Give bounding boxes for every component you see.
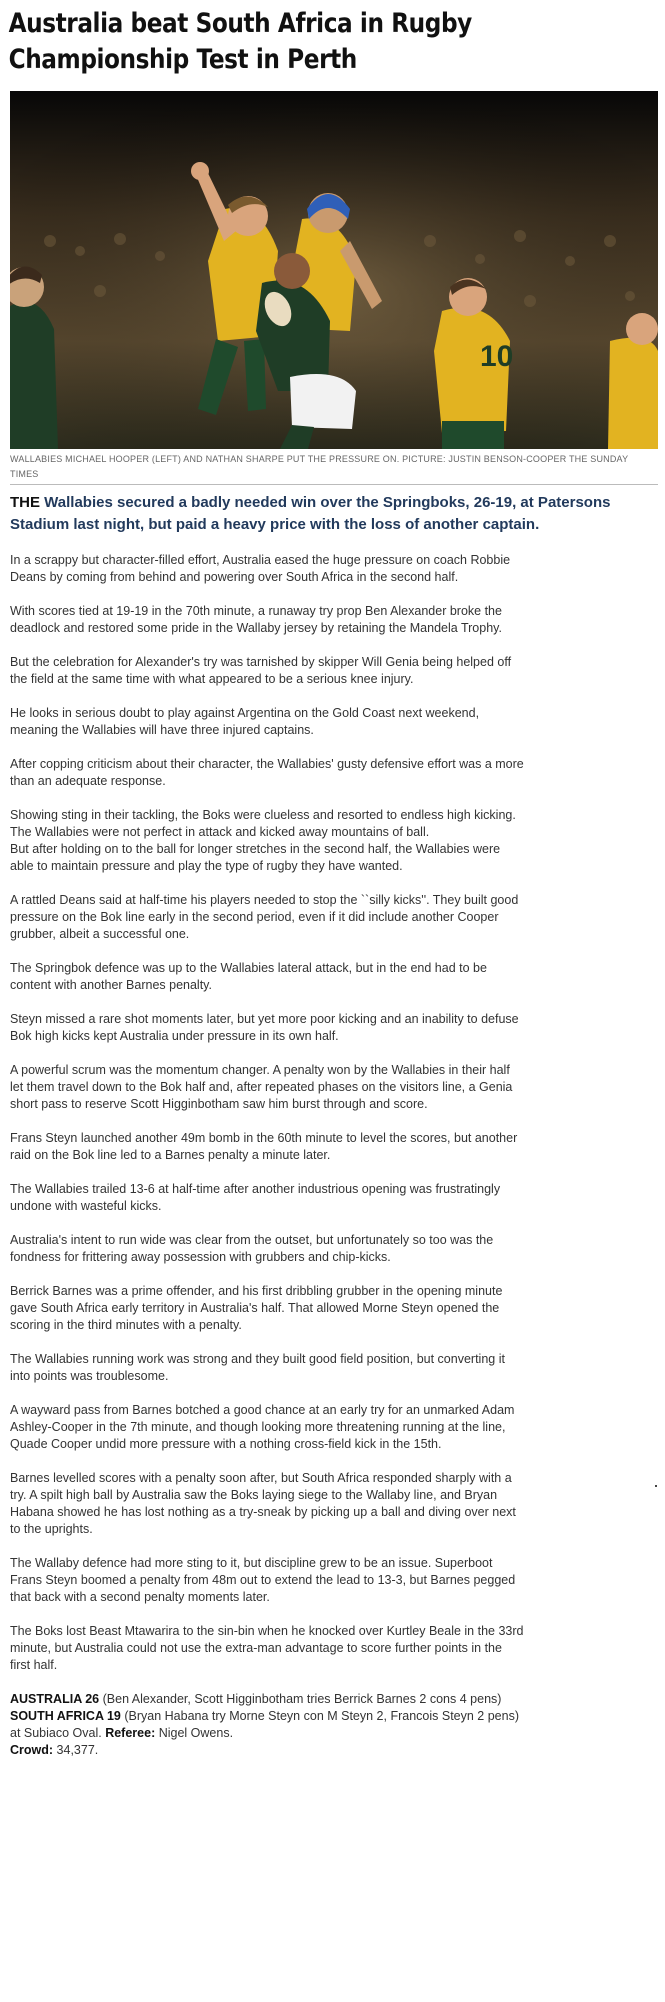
paragraph: Australia's intent to run wide was clear from the outset, but unfortunately so too was the fondness for frittering away possession with grubbers and chip-kicks. [10, 1233, 494, 1264]
paragraph: With scores tied at 19-19 in the 70th minute, a runaway try prop Ben Alexander broke the deadlock and restored some pride in the Wallaby jersey by retaining the Mandela Trophy. [10, 604, 502, 635]
paragraph: Berrick Barnes was a prime offender, and his first dribbling grubber in the opening minute gave South Africa early territory in Australia's half. That allowed Morne Steyn opened the scoring in the third minutes with a penalty. [10, 1284, 503, 1332]
paragraph: Showing sting in their tackling, the Boks were clueless and resorted to endless high kicking. The Wallabies were not perfect in attack and kicked away mountains of ball. [10, 808, 516, 839]
article-headline: Australia beat South Africa in Rugby Championship Test in Perth [8, 8, 472, 75]
stray-dot [655, 1485, 657, 1487]
crowd-value: 34,377. [53, 1743, 99, 1757]
paragraph: The Wallaby defence had more sting to it, but discipline grew to be an issue. Superboot Frans Steyn boomed a penalty from 48m out to extend the lead to 13-3, but Barnes pegged that back with a second penalty moments later. [10, 1556, 516, 1604]
paragraph: Steyn missed a rare shot moments later, but yet more poor kicking and an inability to defuse Bok high kicks kept Australia under pressure in its own half. [10, 1012, 519, 1043]
paragraph: He looks in serious doubt to play against Argentina on the Gold Coast next weekend, meaning the Wallabies will have three injured captains. [10, 706, 480, 737]
paragraph: The Springbok defence was up to the Wallabies lateral attack, but in the end had to be content with another Barnes penalty. [10, 961, 487, 992]
referee-label: Referee: [105, 1726, 156, 1740]
standfirst-lead: THE [10, 494, 40, 511]
crowd-label: Crowd: [10, 1743, 54, 1757]
paragraph: But after holding on to the ball for longer stretches in the second half, the Wallabies were able to maintain pressure and play the type of rugby they have wanted. [10, 842, 501, 873]
team1-score: AUSTRALIA 26 [10, 1692, 100, 1706]
team2-detail: (Bryan Habana try Morne Steyn con M Steyn 2, Francois Steyn 2 pens) at Subiaco Oval. [10, 1709, 519, 1740]
photo-caption: WALLABIES MICHAEL HOOPER (LEFT) AND NATHAN SHARPE PUT THE PRESSURE ON. PICTURE: JUSTIN BENSON-COOPER THE SUNDAY TIMES [10, 454, 629, 479]
paragraph: A rattled Deans said at half-time his players needed to stop the ``silly kicks''. They built good pressure on the Bok line early in the second period, even if it did include another Cooper grubber, albeit a successful one. [10, 893, 519, 941]
referee-name: Nigel Owens. [155, 1726, 234, 1740]
match-summary [10, 1691, 525, 1759]
team1-detail: (Ben Alexander, Scott Higginbotham tries Berrick Barnes 2 cons 4 pens) [99, 1692, 502, 1706]
team2-score: SOUTH AFRICA 19 [10, 1709, 121, 1723]
paragraph: After copping criticism about their character, the Wallabies' gusty defensive effort was a more than an adequate response. [10, 757, 524, 788]
paragraph: The Boks lost Beast Mtawarira to the sin-bin when he knocked over Kurtley Beale in the 33rd minute, but Australia could not use the extra-man advantage to score further points in the first half. [10, 1624, 524, 1672]
paragraph: But the celebration for Alexander's try was tarnished by skipper Will Genia being helped off the field at the same time with what appeared to be a serious knee injury. [10, 655, 512, 686]
paragraph: The Wallabies running work was strong and they built good field position, but converting it into points was troublesome. [10, 1352, 505, 1383]
article-body [10, 552, 525, 1759]
rugby-lineout-photo [10, 91, 658, 449]
paragraph: The Wallabies trailed 13-6 at half-time after another industrious opening was frustratingly undone with wasteful kicks. [10, 1182, 501, 1213]
article-standfirst [10, 492, 658, 536]
paragraph: Barnes levelled scores with a penalty soon after, but South Africa responded sharply with a try. A spilt high ball by Australia saw the Boks laying siege to the Wallaby line, and Bryan Habana showed he has lost nothing as a try-sneak by picking up a ball and diving over next to the uprights. [10, 1471, 516, 1536]
paragraph: A powerful scrum was the momentum changer. A penalty won by the Wallabies in their half let them travel down to the Bok half and, after repeated phases on the visitors line, a Genia short pass to reserve Scott Higginbotham saw him burst through and score. [10, 1063, 513, 1111]
paragraph: Frans Steyn launched another 49m bomb in the 60th minute to level the scores, but another raid on the Bok line led to a Barnes penalty a minute later. [10, 1131, 518, 1162]
divider [10, 484, 658, 485]
jersey-number: 10 [480, 340, 514, 373]
standfirst-text: Wallabies secured a badly needed win over the Springboks, 26-19, at Patersons Stadium last night, but paid a heavy price with the loss of another captain. [10, 494, 611, 533]
paragraph: A wayward pass from Barnes botched a good chance at an early try for an unmarked Adam Ashley-Cooper in the 7th minute, and though looking more threatening running at the line, Quade Cooper undid more pressure with a nothing cross-field kick in the 15th. [10, 1403, 515, 1451]
paragraph: In a scrappy but character-filled effort, Australia eased the huge pressure on coach Robbie Deans by coming from behind and powering over South Africa in the second half. [10, 553, 511, 584]
